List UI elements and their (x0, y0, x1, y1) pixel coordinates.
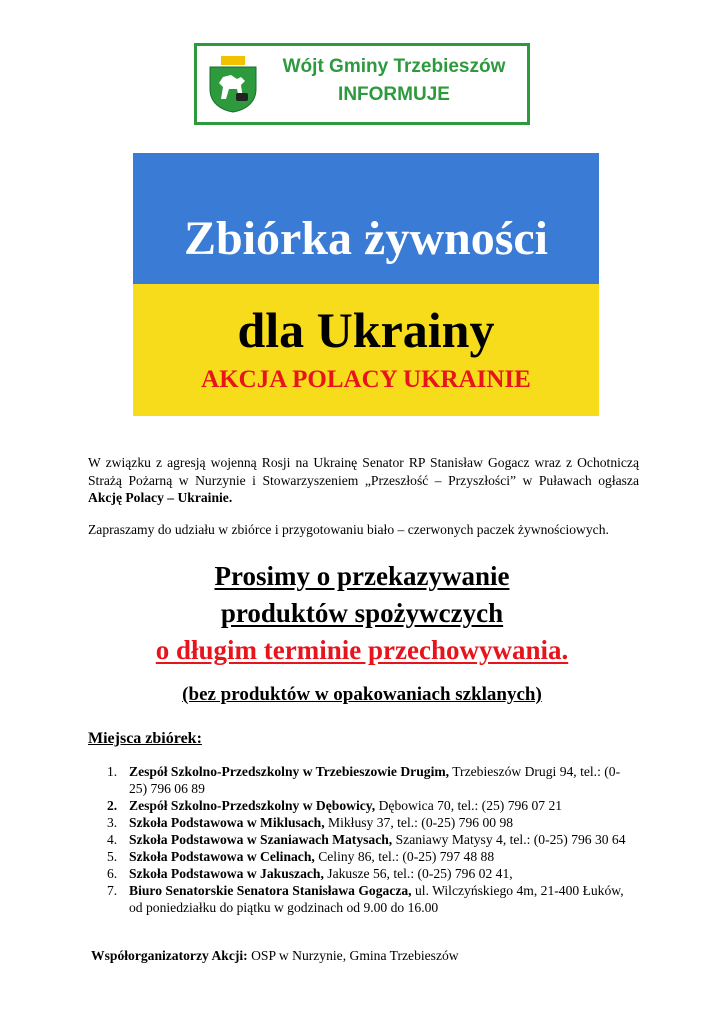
coorganizers-label: Współorganizatorzy Akcji: (91, 948, 248, 963)
coorganizers-value: OSP w Nurzynie, Gmina Trzebieszów (247, 948, 459, 963)
header-box (194, 43, 530, 125)
list-item (107, 797, 637, 814)
list-item-number: 6. (107, 866, 118, 881)
appeal-block (40, 558, 684, 669)
place-details: Szaniawy Matysy 4, tel.: (0-25) 796 30 64 (392, 832, 626, 847)
list-item-number: 4. (107, 832, 118, 847)
place-name: Szkoła Podstawowa w Miklusach, (129, 815, 325, 830)
banner-subtitle: dla Ukrainy (237, 302, 495, 358)
header-title: Wójt Gminy Trzebieszów (282, 56, 506, 77)
intro-paragraph (88, 454, 639, 507)
place-name: Szkoła Podstawowa w Szaniawach Matysach, (129, 832, 393, 847)
list-item-number: 2. (107, 798, 118, 813)
list-item-number: 7. (107, 883, 118, 898)
place-name: Szkoła Podstawowa w Celinach, (129, 849, 315, 864)
list-item (107, 763, 637, 797)
place-details: Dębowica 70, tel.: (25) 796 07 21 (375, 798, 563, 813)
place-details: Mikłusy 37, tel.: (0-25) 796 00 98 (324, 815, 514, 830)
list-item (107, 865, 637, 882)
coorganizers (91, 948, 459, 964)
place-name: Zespół Szkolno-Przedszkolny w Trzebieszowie Drugim, (129, 764, 450, 779)
list-item (107, 831, 637, 848)
place-details: Celiny 86, tel.: (0-25) 797 48 88 (314, 849, 495, 864)
intro-text: W związku z agresją wojenną Rosji na Ukrainę Senator RP Stanisław Gogacz wraz z Ochotniczą Strażą Pożarną w Nurzynie i Stowarzyszeniem „Przeszłość – Przyszłości” w Puławach ogłasza (88, 455, 639, 488)
place-details: Trzebieszów Drugi 94, tel.: (0-25) 796 06 89 (129, 764, 621, 796)
place-details: Jakusze 56, tel.: (0-25) 796 02 41, (323, 866, 513, 881)
list-item (107, 848, 637, 865)
list-item (107, 814, 637, 831)
ukraine-flag-banner (133, 153, 599, 416)
header-subtitle: INFORMUJE (338, 84, 450, 105)
banner-title: Zbiórka żywności (183, 212, 549, 265)
places-title: Miejsca zbiórek: (88, 730, 202, 747)
list-item (107, 882, 637, 916)
appeal-note (40, 684, 684, 706)
appeal-note-text: (bez produktów w opakowaniach szklanych) (182, 684, 542, 705)
banner-action-name: AKCJA POLACY UKRAINIE (201, 366, 531, 393)
list-item-number: 5. (107, 849, 118, 864)
place-name: Biuro Senatorskie Senatora Stanisława Gogacza, (129, 883, 412, 898)
intro-action-name: Akcję Polacy – Ukrainie. (88, 490, 233, 505)
list-item-number: 3. (107, 815, 118, 830)
appeal-line-1: Prosimy o przekazywanie (214, 561, 510, 591)
appeal-line-3: o długim terminie przechowywania. (155, 635, 569, 665)
place-name: Zespół Szkolno-Przedszkolny w Dębowicy, (129, 798, 376, 813)
invitation-text: Zapraszamy do udziału w zbiórce i przygotowaniu biało – czerwonych paczek żywnościowych. (88, 522, 609, 537)
place-name: Szkoła Podstawowa w Jakuszach, (129, 866, 324, 881)
place-details: ul. Wilczyńskiego 4m, 21-400 Łuków, od poniedziałku do piątku w godzinach od 9.00 do 16.00 (129, 883, 624, 915)
list-item-number: 1. (107, 764, 118, 779)
places-list (107, 763, 637, 916)
municipal-crest-icon (207, 55, 259, 113)
appeal-line-2: produktów spożywczych (220, 598, 504, 628)
